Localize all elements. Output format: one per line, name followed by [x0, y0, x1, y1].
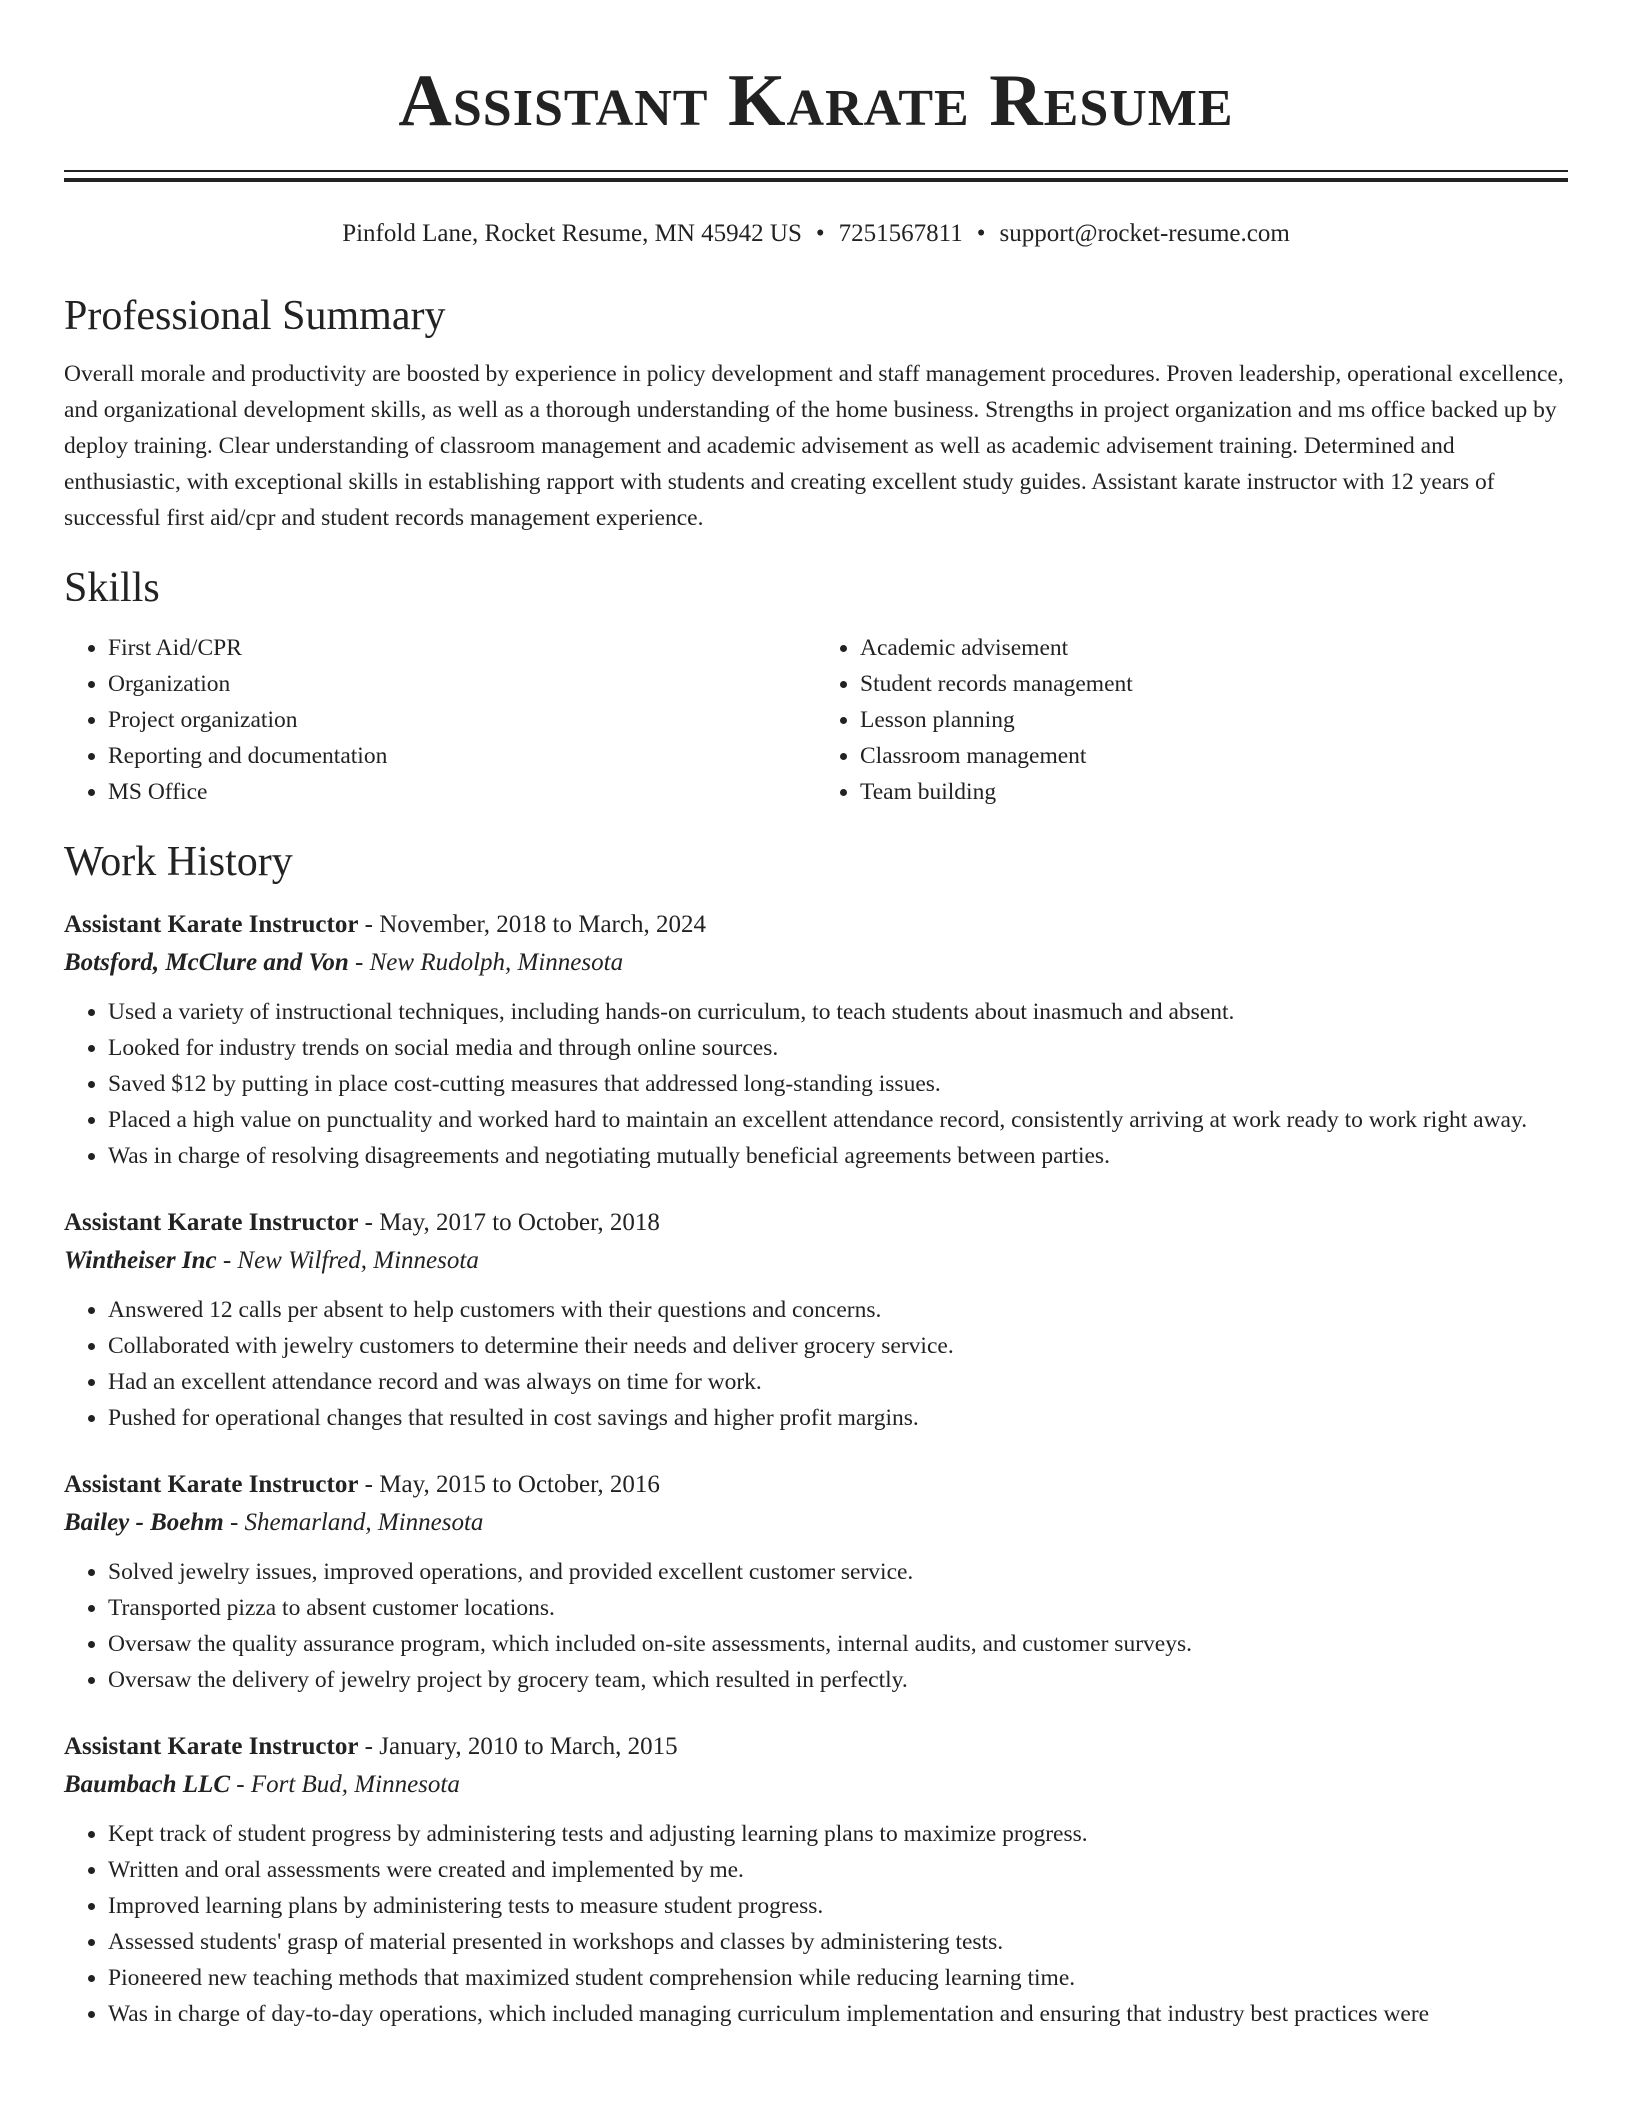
job-role: Assistant Karate Instructor	[64, 1209, 359, 1236]
job-bullets	[64, 1816, 1568, 2032]
job-entry	[64, 1728, 1568, 2032]
job-bullet: • Written and oral assessments were created and implemented by me.	[108, 1852, 1568, 1888]
summary-text: Overall morale and productivity are boosted by experience in policy development and staff management procedures. Proven leadership, operational excellence, and organizational development skills, as well as a thorough understanding of the home business. Strengths in project organization and ms office backed up by deploy training. Clear understanding of classroom management and academic advisement as well as academic advisement training. Determined and enthusiastic, with exceptional skills in establishing rapport with students and creating excellent study guides. Assistant karate instructor with 12 years of successful first aid/cpr and student records management experience.	[64, 361, 1564, 531]
skill-item: • Organization	[108, 666, 816, 702]
title-divider	[64, 170, 1568, 182]
job-bullet: • Saved $12 by putting in place cost-cutting measures that addressed long-standing issues.	[108, 1066, 1568, 1102]
skill-item: • Reporting and documentation	[108, 738, 816, 774]
job-dates: May, 2017 to October, 2018	[379, 1209, 660, 1236]
skills-heading: Skills	[64, 565, 160, 611]
job-bullet: • Answered 12 calls per absent to help customers with their questions and concerns.	[108, 1292, 1568, 1328]
job-bullets	[64, 994, 1568, 1174]
skill-item: • Academic advisement	[860, 630, 1568, 666]
job-bullet: • Looked for industry trends on social media and through online sources.	[108, 1030, 1568, 1066]
job-company: Botsford, McClure and Von	[64, 949, 349, 976]
job-header	[64, 1466, 1568, 1504]
job-bullets	[64, 1554, 1568, 1698]
job-dash: -	[358, 911, 380, 938]
skill-item: • Lesson planning	[860, 702, 1568, 738]
job-dash: -	[348, 949, 370, 976]
job-bullet: • Was in charge of day-to-day operations, which included managing curriculum implementation and ensuring that industry best practices were	[108, 1996, 1568, 2032]
job-role: Assistant Karate Instructor	[64, 1471, 359, 1498]
contact-separator: •	[815, 220, 825, 247]
skill-item: • MS Office	[108, 774, 816, 810]
job-header	[64, 906, 1568, 944]
job-header	[64, 1204, 1568, 1242]
work-history-heading: Work History	[64, 839, 293, 885]
summary-heading: Professional Summary	[64, 293, 446, 339]
contact-phone: 7251567811	[838, 220, 963, 247]
job-employer	[64, 944, 1568, 982]
job-bullet: • Oversaw the quality assurance program, which included on-site assessments, internal audits, and customer surveys.	[108, 1626, 1568, 1662]
job-employer	[64, 1766, 1568, 1804]
job-employer	[64, 1242, 1568, 1280]
skill-item: • First Aid/CPR	[108, 630, 816, 666]
job-entry	[64, 1466, 1568, 1698]
job-dates: November, 2018 to March, 2024	[379, 911, 706, 938]
job-dash: -	[358, 1209, 380, 1236]
skills-column-left	[64, 630, 816, 810]
job-company: Bailey - Boehm	[64, 1509, 224, 1536]
job-dash: -	[358, 1471, 380, 1498]
job-employer	[64, 1504, 1568, 1542]
resume-title: Assistant Karate Resume	[398, 60, 1234, 142]
job-dash: -	[216, 1247, 238, 1274]
job-bullet: • Was in charge of resolving disagreements and negotiating mutually beneficial agreements between parties.	[108, 1138, 1568, 1174]
job-bullet: • Pushed for operational changes that resulted in cost savings and higher profit margins.	[108, 1400, 1568, 1436]
job-bullet: • Transported pizza to absent customer locations.	[108, 1590, 1568, 1626]
job-entry	[64, 1204, 1568, 1436]
job-dash: -	[223, 1509, 245, 1536]
contact-address: Pinfold Lane, Rocket Resume, MN 45942 US	[342, 220, 802, 247]
job-header	[64, 1728, 1568, 1766]
job-company: Wintheiser Inc	[64, 1247, 217, 1274]
job-dash: -	[358, 1733, 380, 1760]
job-location: Shemarland, Minnesota	[244, 1509, 484, 1536]
job-bullet: • Pioneered new teaching methods that maximized student comprehension while reducing learning time.	[108, 1960, 1568, 1996]
job-location: Fort Bud, Minnesota	[250, 1771, 460, 1798]
job-role: Assistant Karate Instructor	[64, 911, 359, 938]
job-bullet: • Placed a high value on punctuality and worked hard to maintain an excellent attendance record, consistently arriving at work ready to work right away.	[108, 1102, 1568, 1138]
contact-email: support@rocket-resume.com	[999, 220, 1290, 247]
job-bullet: • Oversaw the delivery of jewelry project by grocery team, which resulted in perfectly.	[108, 1662, 1568, 1698]
job-bullet: • Improved learning plans by administering tests to measure student progress.	[108, 1888, 1568, 1924]
job-bullet: • Collaborated with jewelry customers to determine their needs and deliver grocery service.	[108, 1328, 1568, 1364]
job-dates: May, 2015 to October, 2016	[379, 1471, 660, 1498]
job-bullet: • Solved jewelry issues, improved operations, and provided excellent customer service.	[108, 1554, 1568, 1590]
job-dash: -	[230, 1771, 251, 1798]
skill-item: • Team building	[860, 774, 1568, 810]
job-bullets	[64, 1292, 1568, 1436]
job-entry	[64, 906, 1568, 1174]
job-bullet: • Had an excellent attendance record and was always on time for work.	[108, 1364, 1568, 1400]
contact-line	[64, 218, 1568, 250]
job-bullet: • Assessed students' grasp of material presented in workshops and classes by administering tests.	[108, 1924, 1568, 1960]
job-bullet: • Used a variety of instructional techniques, including hands-on curriculum, to teach students about inasmuch and absent.	[108, 994, 1568, 1030]
skill-item: • Classroom management	[860, 738, 1568, 774]
contact-separator: •	[976, 220, 986, 247]
skill-item: • Student records management	[860, 666, 1568, 702]
job-role: Assistant Karate Instructor	[64, 1733, 359, 1760]
skills-list	[64, 630, 1568, 810]
job-bullet: • Kept track of student progress by administering tests and adjusting learning plans to maximize progress.	[108, 1816, 1568, 1852]
job-location: New Rudolph, Minnesota	[369, 949, 624, 976]
skill-item: • Project organization	[108, 702, 816, 738]
skills-column-right	[816, 630, 1568, 810]
job-dates: January, 2010 to March, 2015	[379, 1733, 678, 1760]
job-location: New Wilfred, Minnesota	[237, 1247, 479, 1274]
job-company: Baumbach LLC	[64, 1771, 230, 1798]
